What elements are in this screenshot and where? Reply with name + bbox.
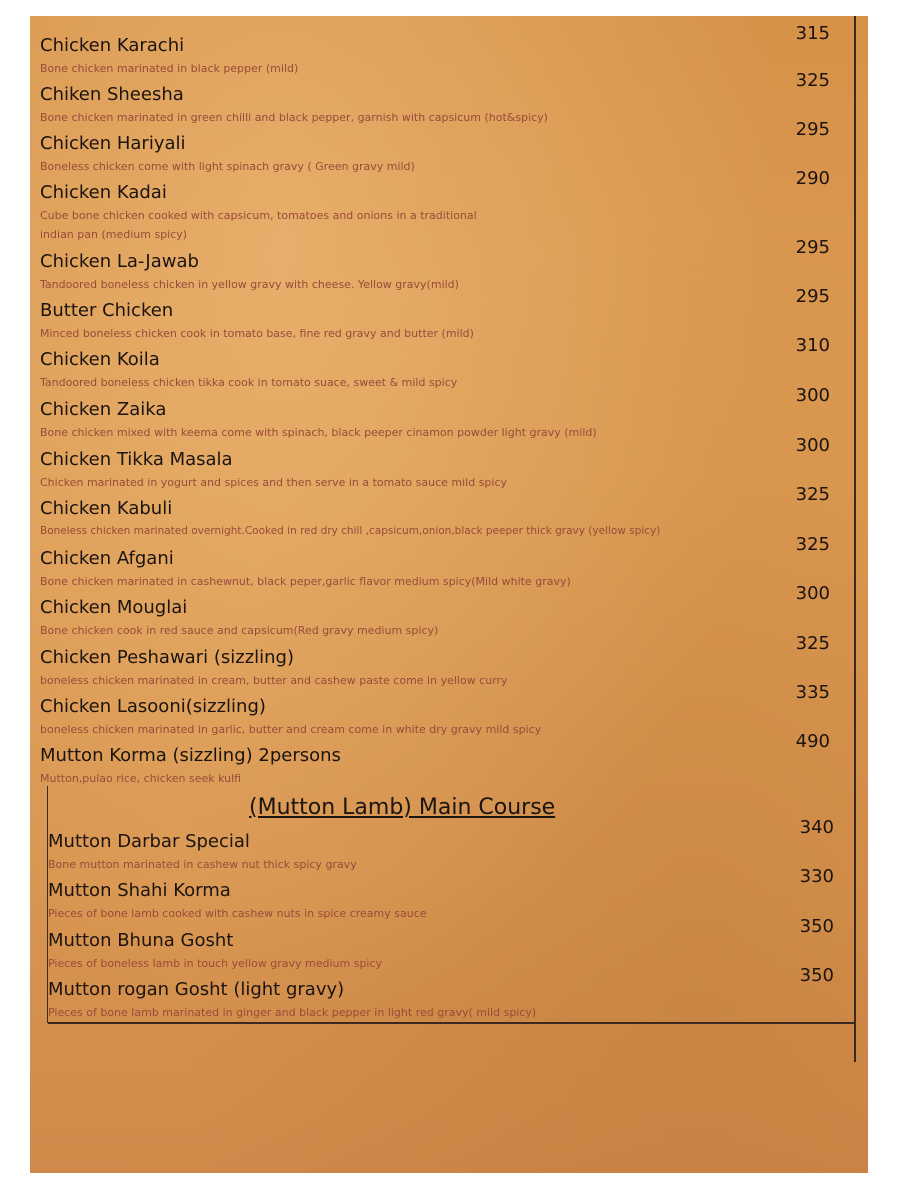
dish-name: Chicken Koila bbox=[40, 349, 160, 370]
dish-price: 340 bbox=[799, 817, 834, 838]
dish-description: Cube bone chicken cooked with capsicum, tomatoes and onions in a traditional indian pan (medium spicy) bbox=[40, 209, 477, 241]
dish-name: Mutton Bhuna Gosht bbox=[48, 930, 234, 951]
dish-name: Chicken Tikka Masala bbox=[40, 449, 233, 470]
dish-price: 295 bbox=[795, 237, 830, 258]
dish-price: 325 bbox=[795, 534, 830, 555]
dish-price: 310 bbox=[795, 335, 830, 356]
dish-description: Bone mutton marinated in cashew nut thick spicy gravy bbox=[48, 858, 357, 871]
dish-price: 325 bbox=[795, 70, 830, 91]
dish-price: 300 bbox=[795, 583, 830, 604]
dish-name: Chicken Hariyali bbox=[40, 133, 186, 154]
dish-description: Mutton,pulao rice, chicken seek kulfi bbox=[40, 772, 242, 785]
dish-name: Mutton rogan Gosht (light gravy) bbox=[48, 979, 345, 1000]
dish-price: 335 bbox=[795, 682, 830, 703]
dish-price: 295 bbox=[795, 119, 830, 140]
dish-description: Tandoored boneless chicken in yellow gravy with cheese. Yellow gravy(mild) bbox=[40, 278, 459, 291]
section-title: (Mutton Lamb) Main Course bbox=[249, 795, 556, 820]
dish-name: Chicken Afgani bbox=[40, 548, 174, 569]
dish-description: Pieces of bone lamb marinated in ginger and black pepper in light red gravy( mild spicy) bbox=[48, 1006, 537, 1019]
dish-description: Bone chicken cook in red sauce and capsicum(Red gravy medium spicy) bbox=[40, 624, 439, 637]
dish-description: Boneless chicken marinated overnight.Cooked in red dry chill ,capsicum,onion,black peeper thick gravy (yellow spicy) bbox=[40, 525, 661, 537]
dish-description: Bone chicken marinated in green chilli and black pepper, garnish with capsicum (hot&spicy) bbox=[40, 111, 548, 124]
dish-price: 350 bbox=[799, 916, 834, 937]
dish-description: boneless chicken marinated in cream, butter and cashew paste come in yellow curry bbox=[40, 674, 508, 687]
dish-price: 300 bbox=[795, 435, 830, 456]
dish-name: Chicken Kadai bbox=[40, 182, 167, 203]
dish-name: Chicken Lasooni(sizzling) bbox=[40, 696, 266, 717]
dish-description: Minced boneless chicken cook in tomato base, fine red gravy and butter (mild) bbox=[40, 327, 474, 340]
dish-price: 325 bbox=[795, 484, 830, 505]
dish-name: Chicken Mouglai bbox=[40, 597, 188, 618]
dish-description: Bone chicken marinated in cashewnut, black peper,garlic flavor medium spicy(Mild white gravy) bbox=[40, 575, 571, 588]
menu-page bbox=[30, 16, 868, 1173]
dish-price: 350 bbox=[799, 965, 834, 986]
dish-description: Bone chicken marinated in black pepper (mild) bbox=[40, 62, 299, 75]
dish-price: 295 bbox=[795, 286, 830, 307]
dish-name: Mutton Shahi Korma bbox=[48, 880, 231, 901]
dish-name: Chicken Karachi bbox=[40, 35, 185, 56]
dish-description: Pieces of bone lamb cooked with cashew nuts in spice creamy sauce bbox=[48, 907, 427, 920]
dish-description: Tandoored boneless chicken tikka cook in tomato suace, sweet & mild spicy bbox=[40, 376, 458, 389]
dish-name: Mutton Darbar Special bbox=[48, 831, 250, 852]
dish-price: 300 bbox=[795, 385, 830, 406]
dish-price: 490 bbox=[795, 731, 830, 752]
menu-frame-right-border bbox=[854, 16, 856, 1062]
dish-name: Chicken Kabuli bbox=[40, 498, 173, 519]
dish-description: Bone chicken mixed with keema come with spinach, black peeper cinamon powder light gravy (mild) bbox=[40, 426, 597, 439]
dish-name: Chicken La-Jawab bbox=[40, 251, 199, 272]
dish-description: Chicken marinated in yogurt and spices and then serve in a tomato sauce mild spicy bbox=[40, 476, 508, 489]
dish-price: 315 bbox=[795, 23, 830, 44]
dish-description: boneless chicken marinated in garlic, butter and cream come in white dry gravy mild spicy bbox=[40, 723, 542, 736]
menu-frame-bottom-border bbox=[48, 1022, 855, 1024]
dish-description: Boneless chicken come with light spinach gravy ( Green gravy mild) bbox=[40, 160, 415, 173]
dish-name: Butter Chicken bbox=[40, 300, 174, 321]
dish-price: 330 bbox=[799, 866, 834, 887]
dish-name: Mutton Korma (sizzling) 2persons bbox=[40, 745, 341, 766]
dish-name: Chiken Sheesha bbox=[40, 84, 184, 105]
dish-price: 325 bbox=[795, 633, 830, 654]
dish-name: Chicken Zaika bbox=[40, 399, 167, 420]
dish-name: Chicken Peshawari (sizzling) bbox=[40, 647, 294, 668]
dish-description: Pieces of boneless lamb in touch yellow gravy medium spicy bbox=[48, 957, 383, 970]
dish-price: 290 bbox=[795, 168, 830, 189]
